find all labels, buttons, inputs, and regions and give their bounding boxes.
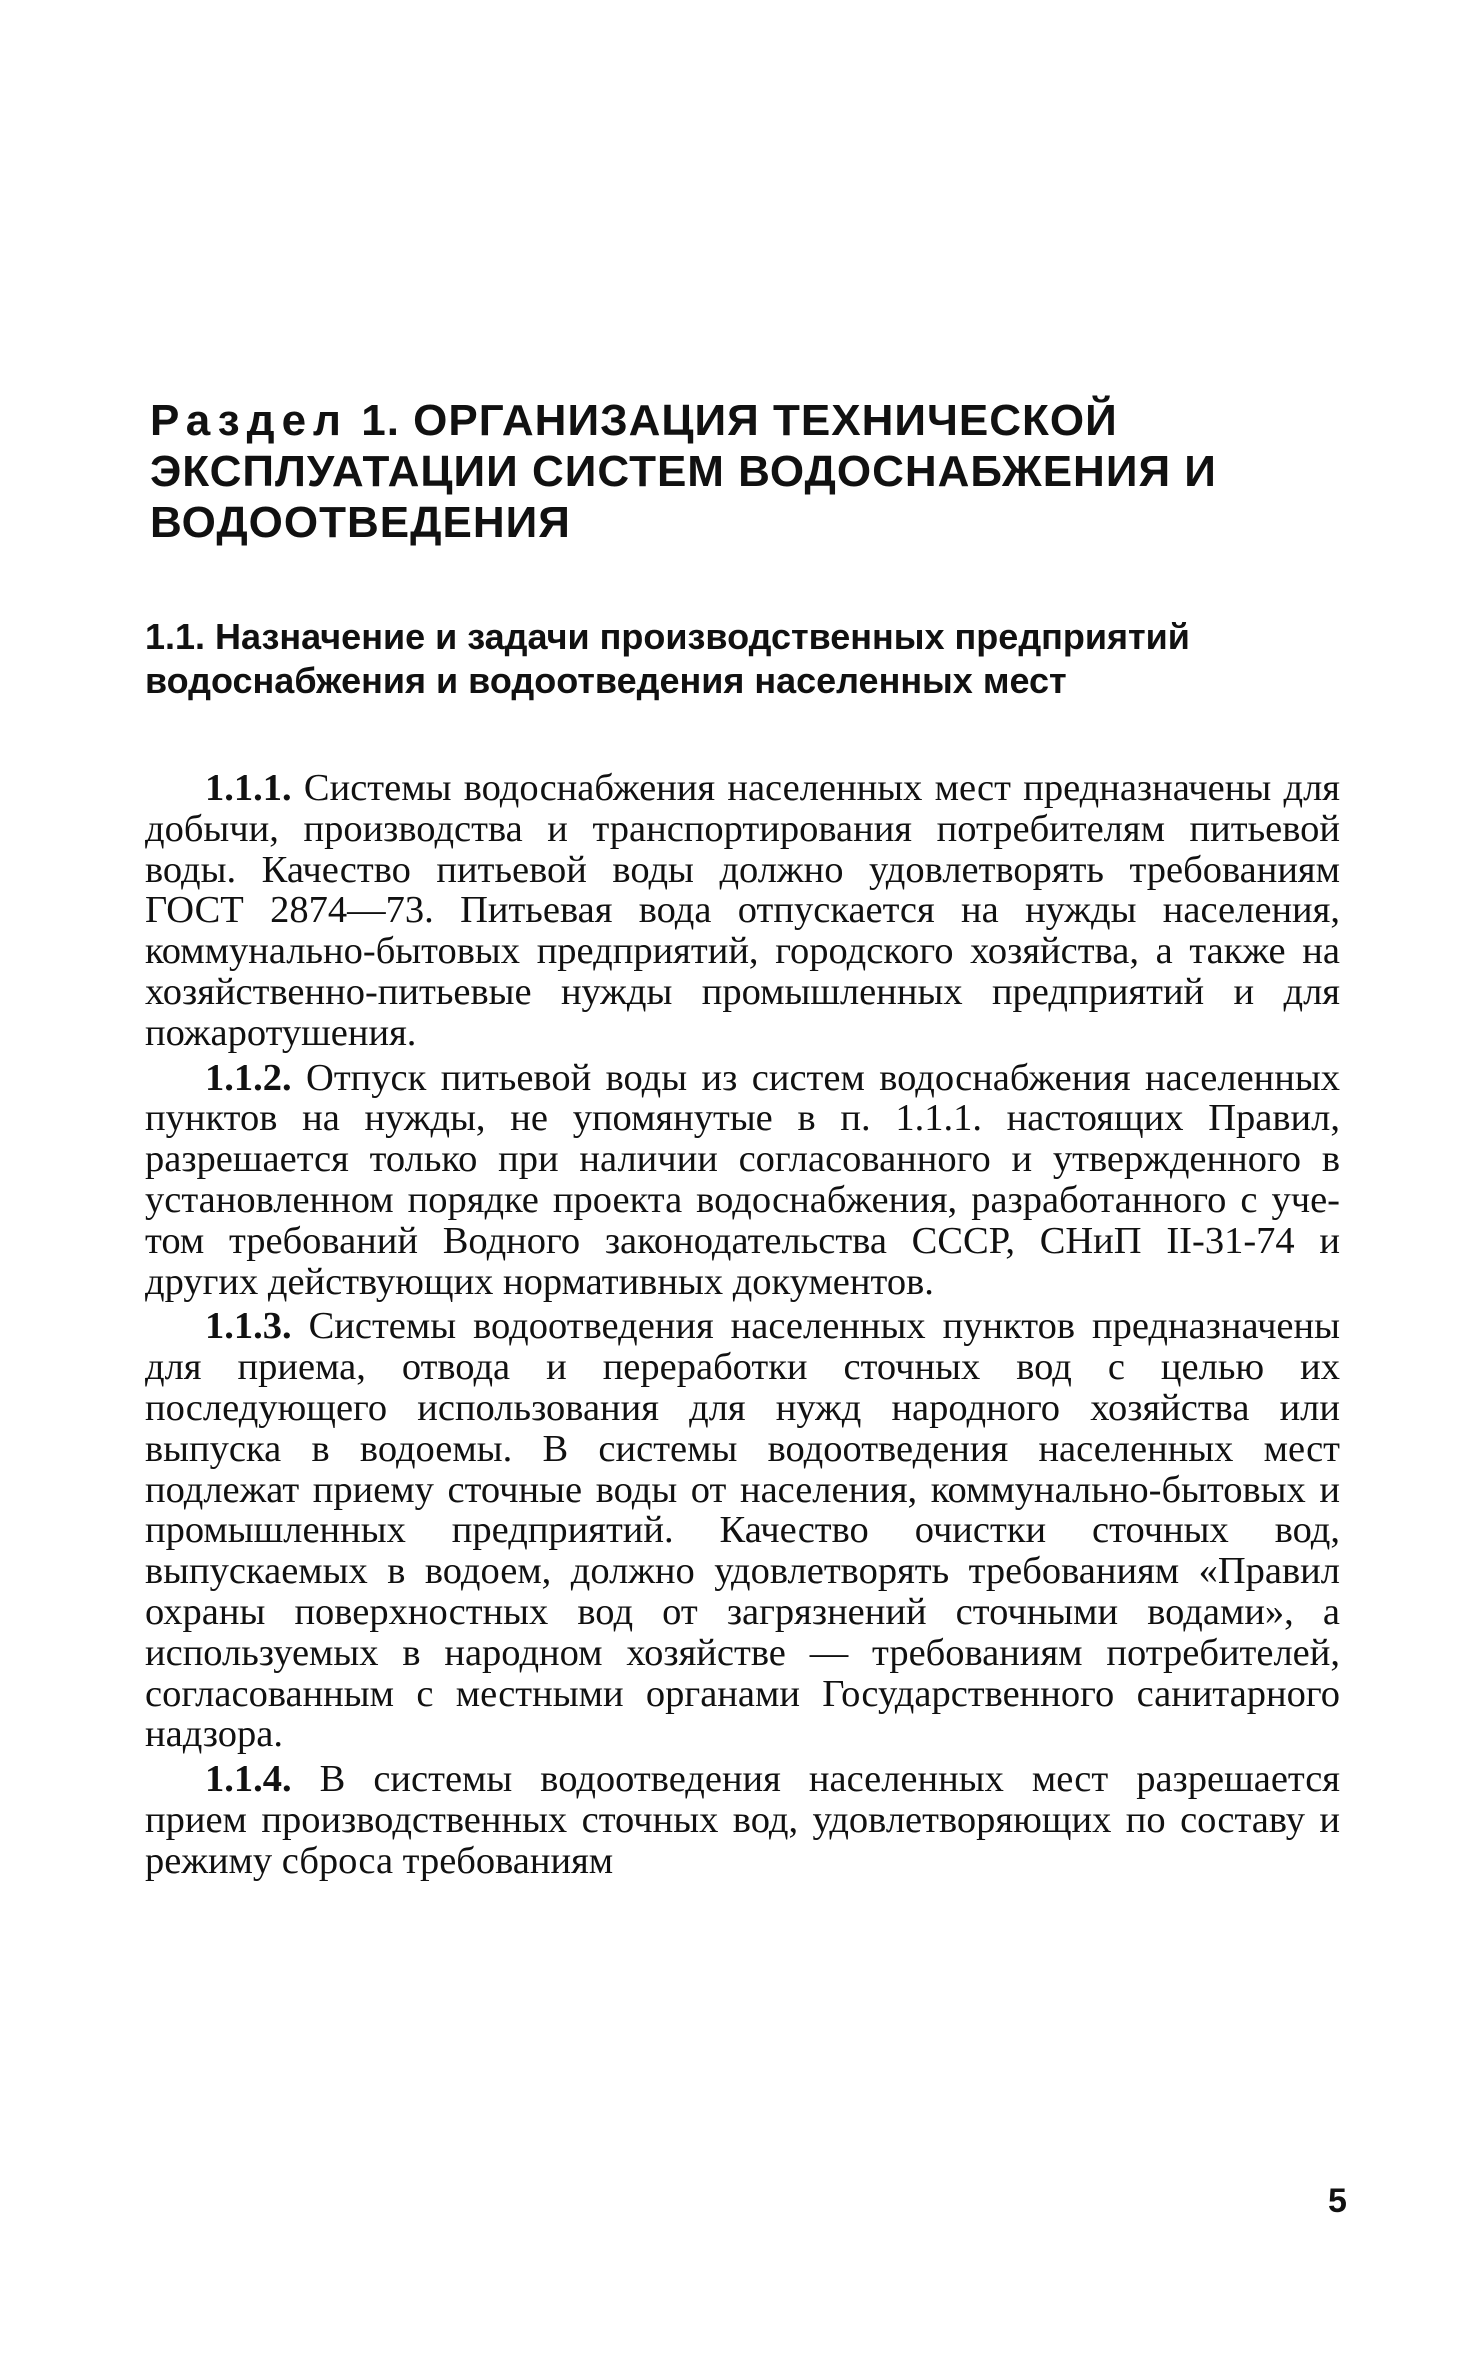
- paragraph-text: В системы водоотведения населенных мест разрешается прием производственных сточных вод, удовлетворяющих по составу и режиму сброса требованиям: [145, 1758, 1340, 1882]
- subsection-heading: 1.1. Назначение и задачи производственных предприятий водоснабжения и водоотведения населенных мест: [145, 616, 1190, 701]
- paragraph-number: 1.1.1.: [205, 767, 292, 809]
- paragraph-number: 1.1.3.: [205, 1305, 292, 1348]
- paragraph-text: Системы водоотведения населенных пунктов предназначены для приема, отвода и переработки сточных вод с целью их последующего использования для нужд народного хозяйства или выпуска в водоемы. В системы водоотведения населенных мест подлежат приему сточные воды от населения, коммунально-бытовых и промышленных предприятий. Качество очистки сточных вод, выпускаемых в водоем, должно удовлетворять требованиям «Правил охраны поверхностных вод от загрязнений сточными водами», а используемых в народном хозяйстве — требованиям потребителей, согласованным с местными органами Государственного санитарного надзора.: [145, 1305, 1340, 1756]
- page-number: 5: [1328, 2182, 1347, 2220]
- paragraph-1-1-4: [145, 1759, 1340, 1881]
- paragraph-number: 1.1.4.: [205, 1758, 292, 1801]
- section-label: Раздел: [150, 396, 348, 445]
- paragraph-number: 1.1.2.: [205, 1056, 292, 1099]
- paragraph-text: Системы водоснабжения населенных мест предназначены для добычи, производства и транспортирования потребителям питьевой воды. Качество питьевой воды должно удовлетворять требованиям ГОСТ 2874—73. Питьевая вода отпускается на нужды населения, коммунально-бытовых предприятий, городского хозяйства, а также на хозяйственно-питьевые нужды промышленных предприятий и для пожаротушения.: [145, 767, 1341, 1054]
- paragraph-text: Отпуск питьевой воды из систем водоснабжения населенных пунктов на нужды, не упомянутые в п. 1.1.1. настоящих Правил, разрешается только при наличии согласованного и утвержденного в установленном порядке проекта водоснабжения, разработанного с учетом требований Водного законодательства СССР, СНиП II-31-74 и других действующих нормативных документов.: [145, 1056, 1340, 1303]
- body-text: [145, 768, 1340, 1886]
- section-title: 1. ОРГАНИЗАЦИЯ ТЕХНИЧЕСКОЙ ЭКСПЛУАТАЦИИ СИСТЕМ ВОДОСНАБЖЕНИЯ И ВОДООТВЕДЕНИЯ: [150, 396, 1217, 547]
- paragraph-1-1-1: [145, 768, 1340, 1054]
- paragraph-1-1-3: [145, 1306, 1340, 1755]
- section-heading: [150, 395, 1360, 548]
- paragraph-1-1-2: [145, 1058, 1340, 1303]
